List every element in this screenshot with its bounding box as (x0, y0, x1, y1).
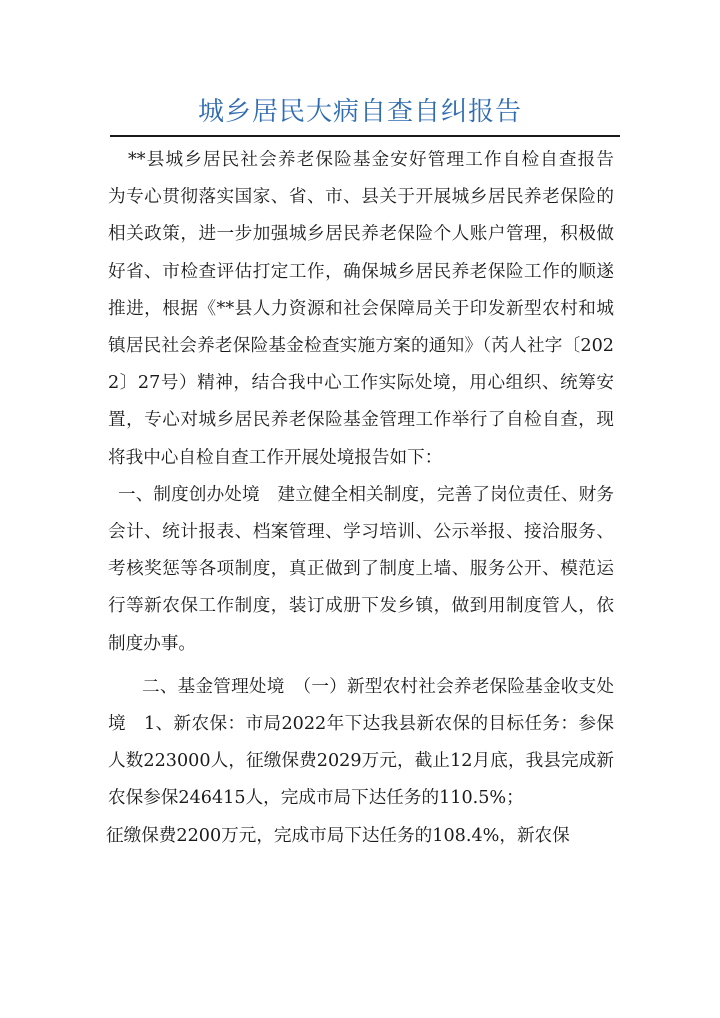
paragraph-continued: 征缴保费2200万元，完成市局下达任务的108.4%，新农保 (106, 825, 570, 846)
document-body (106, 142, 632, 855)
paragraph-section-1: 一、制度创办处境 建立健全相关制度，完善了岗位责任、财务会计、统计报表、档案管理、学习培训、公示举报、接洽服务、考核奖惩等各项制度，真正做到了制度上墙、服务公开、模范运行等新农保工作制度，装订成册下发乡镇，做到用制度管人，依制度办事。 (108, 484, 614, 654)
title-divider (110, 135, 620, 137)
paragraph-section-2: 二、基金管理处境 （一）新型农村社会养老保险基金收支处境 1、新农保：市局2022年下达我县新农保的目标任务：参保人数223000人，征缴保费2029万元，截止12月底，我县完成新农保参保246415人，完成市局下达任务的110.5%； (108, 676, 614, 809)
paragraph-intro: **县城乡居民社会养老保险基金安好管理工作自检自查报告 为专心贯彻落实国家、省、市、县关于开展城乡居民养老保险的相关政策，进一步加强城乡居民养老保险个人账户管理，积极做好省、市检查评估打定工作，确保城乡居民养老保险工作的顺遂推进，根据《**县人力资源和社会保障局关于印发新型农村和城镇居民社会养老保险基金检查实施方案的通知》（芮人社字〔2022〕27号）精神，结合我中心工作实际处境，用心组织、统筹安置，专心对城乡居民养老保险基金管理工作举行了自检自查，现将我中心自检自查工作开展处境报告如下： (108, 150, 632, 468)
document-title: 城乡居民大病自查自纠报告 (197, 97, 522, 127)
